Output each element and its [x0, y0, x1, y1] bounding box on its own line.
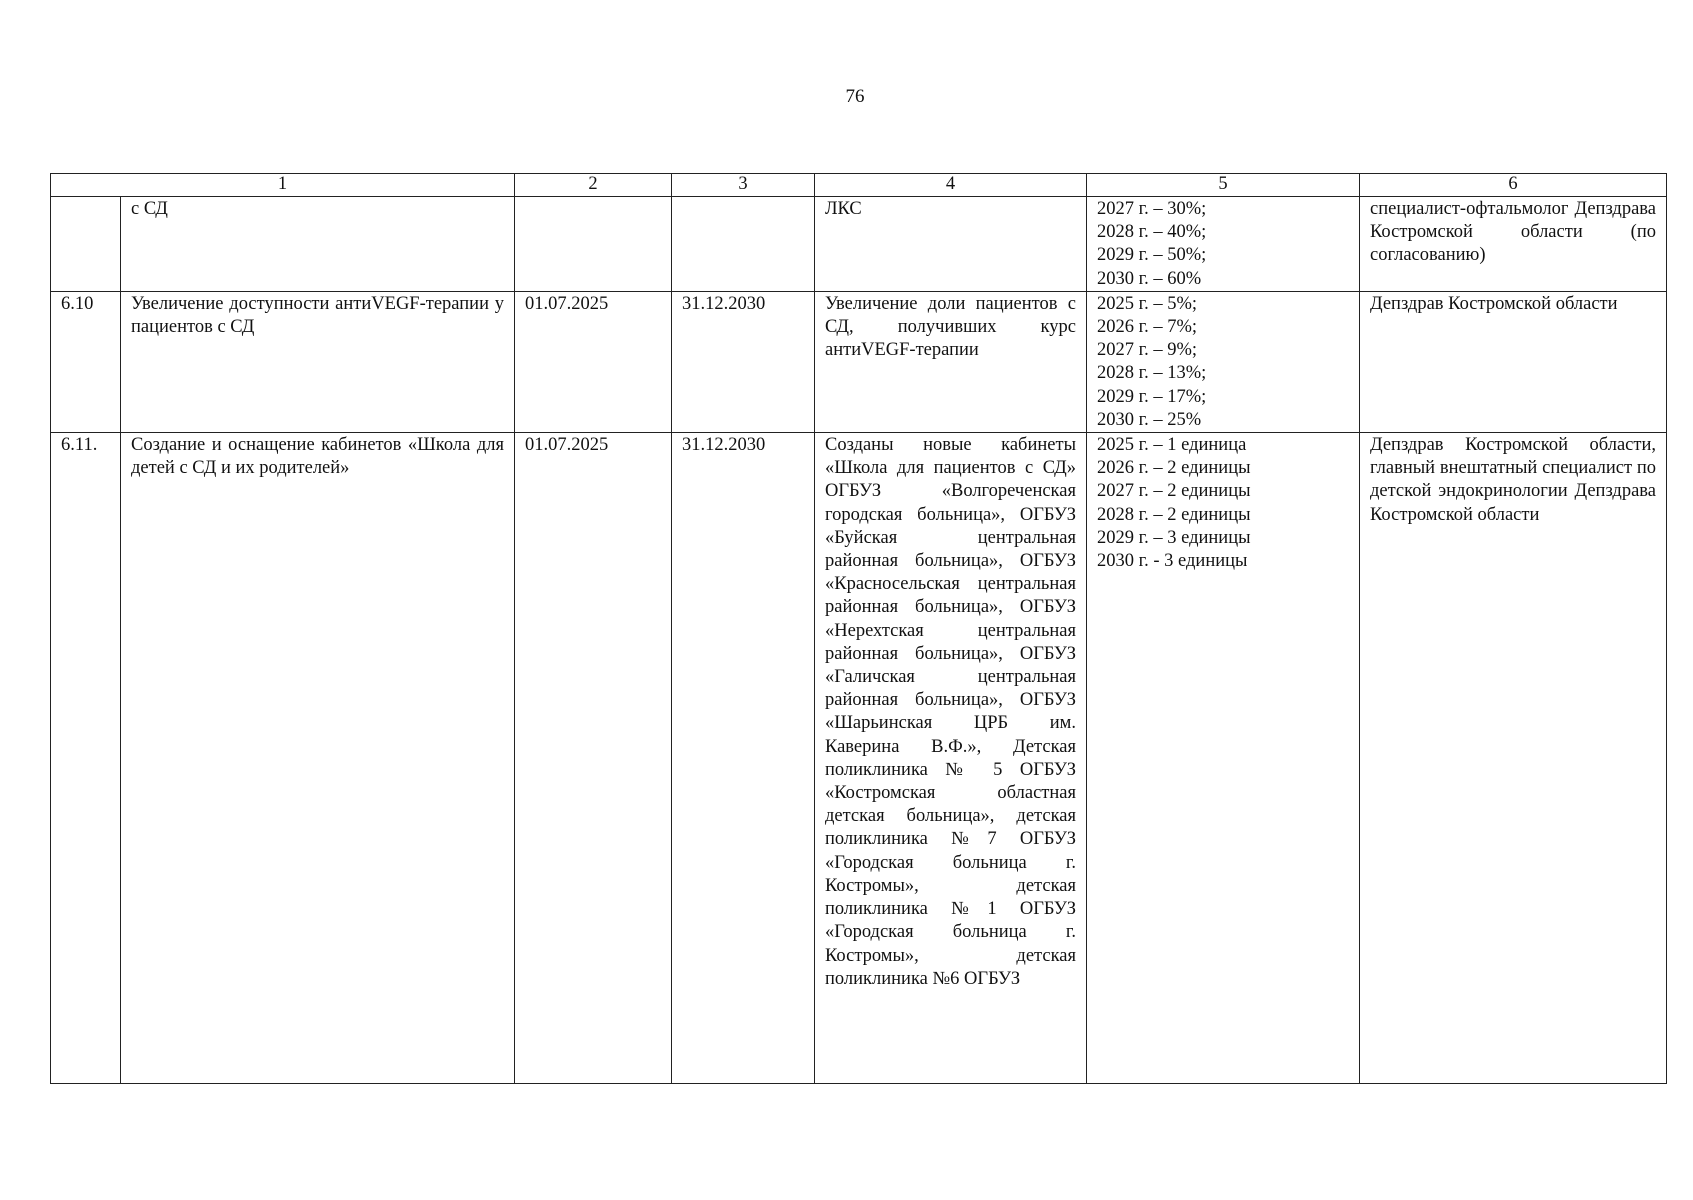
- column-number-5: 5: [1087, 174, 1360, 197]
- target-value: 2026 г. – 7%;: [1097, 317, 1198, 338]
- responsible: Депздрав Костромской области, главный внештатный специалист по детской эндокринологии Депздрава Костромской области: [1360, 433, 1667, 1084]
- target-value: 2025 г. – 5%;: [1097, 293, 1198, 314]
- table-row: [51, 197, 1667, 292]
- end-date: 31.12.2030: [672, 291, 815, 432]
- target-value: 2028 г. – 2 единицы: [1097, 504, 1251, 525]
- target-value: 2027 г. – 9%;: [1097, 340, 1198, 361]
- target-value: 2027 г. – 30%;: [1097, 199, 1207, 219]
- target-value: 2030 г. - 3 единицы: [1097, 551, 1248, 572]
- expected-result: Созданы новые кабинеты «Школа для пациентов с СД» ОГБУЗ «Волгореченская городская больница», ОГБУЗ «Буйская центральная районная больница», ОГБУЗ «Красносельская центральная районная больница», ОГБУЗ «Нерехтская центральная районная больница», ОГБУЗ «Галичская центральная районная больница», ОГБУЗ «Шарьинская ЦРБ им. Каверина В.Ф.», Детская поликлиника № 5 ОГБУЗ «Костромская областная детская больница», детская поликлиника №7 ОГБУЗ «Городская больница г. Костромы», детская поликлиника №1 ОГБУЗ «Городская больница г. Костромы», детская поликлиника №6 ОГБУЗ: [815, 433, 1087, 1084]
- target-value: 2027 г. – 2 единицы: [1097, 481, 1251, 502]
- responsible: специалист-офтальмолог Депздрава Костромской области (по согласованию): [1360, 197, 1667, 292]
- measures-table: [50, 173, 1667, 1084]
- target-values: [1087, 433, 1360, 1084]
- measure-name: Создание и оснащение кабинетов «Школа для детей с СД и их родителей»: [121, 433, 515, 1084]
- row-number: [51, 197, 121, 292]
- target-value: 2025 г. – 1 единица: [1097, 435, 1247, 456]
- target-value: 2029 г. – 17%;: [1097, 386, 1207, 407]
- responsible: Депздрав Костромской области: [1360, 291, 1667, 432]
- measure-name: Увеличение доступности антиVEGF-терапии у пациентов с СД: [121, 291, 515, 432]
- column-number-2: 2: [515, 174, 672, 197]
- row-number: 6.11.: [51, 433, 121, 1084]
- target-value: 2030 г. – 25%: [1097, 409, 1202, 430]
- target-values: [1087, 197, 1360, 292]
- column-number-1: 1: [51, 174, 515, 197]
- start-date: 01.07.2025: [515, 433, 672, 1084]
- target-value: 2026 г. – 2 единицы: [1097, 458, 1251, 479]
- column-number-3: 3: [672, 174, 815, 197]
- expected-result: ЛКС: [815, 197, 1087, 292]
- column-number-6: 6: [1360, 174, 1667, 197]
- column-number-row: [51, 174, 1667, 197]
- end-date: [672, 197, 815, 292]
- row-number: 6.10: [51, 291, 121, 432]
- column-number-4: 4: [815, 174, 1087, 197]
- page-number: 76: [845, 86, 865, 107]
- measure-name: с СД: [121, 197, 515, 292]
- target-values: [1087, 291, 1360, 432]
- start-date: 01.07.2025: [515, 291, 672, 432]
- target-value: 2028 г. – 40%;: [1097, 222, 1207, 243]
- target-value: 2029 г. – 3 единицы: [1097, 527, 1251, 548]
- target-value: 2030 г. – 60%: [1097, 268, 1202, 289]
- end-date: 31.12.2030: [672, 433, 815, 1084]
- start-date: [515, 197, 672, 292]
- expected-result: Увеличение доли пациентов с СД, получивших курс антиVEGF-терапии: [815, 291, 1087, 432]
- target-value: 2028 г. – 13%;: [1097, 363, 1207, 384]
- target-value: 2029 г. – 50%;: [1097, 245, 1207, 266]
- table-row: [51, 291, 1667, 432]
- table-row: [51, 433, 1667, 1084]
